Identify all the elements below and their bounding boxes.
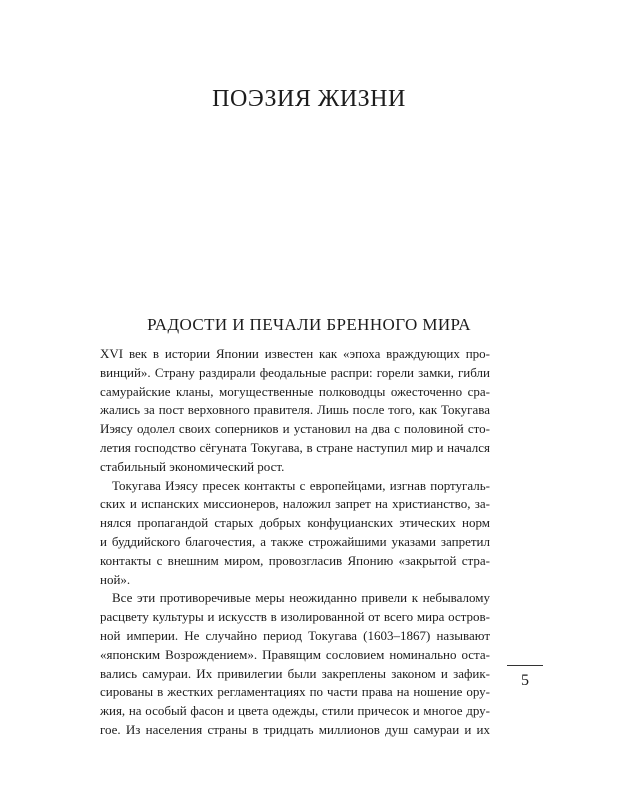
text-line: ских и испанских миссионеров, наложил запрет на христианство, за- — [100, 496, 490, 512]
section-title: РАДОСТИ И ПЕЧАЛИ БРЕННОГО МИРА — [147, 315, 471, 334]
text-line: нялся пропагандой старых добрых конфуцианских этических норм — [100, 515, 490, 531]
text-line: XVI век в истории Японии известен как «эпоха враждующих про- — [100, 346, 490, 361]
text-line: жия, на особый фасон и цвета одежды, стили причесок и многое дру- — [100, 703, 490, 719]
text-line: Токугава Иэясу пресек контакты с европейцами, изгнав португаль- — [112, 477, 490, 493]
text-line: винций». Страну раздирали феодальные распри: горели замки, гибли — [100, 364, 490, 380]
text-line: расцвету культуры и искусств в изолированной от всего мира остров- — [100, 609, 490, 625]
text-line: Иэясу одолел своих соперников и установил на два с половиной сто- — [100, 421, 490, 437]
text-line: вались самураи. Их привилегии были закреплены законом и зафик- — [100, 665, 490, 681]
text-line: ной империи. Не случайно период Токугава (1603–1867) называют — [100, 627, 490, 643]
page-number-rule — [507, 665, 543, 666]
body-text — [100, 345, 490, 740]
page-number: 5 — [521, 672, 529, 689]
text-line: контакты с внешним миром, провозгласив Японию «закрытой стра- — [100, 552, 490, 568]
text-line: Все эти противоречивые меры неожиданно привели к небывалому — [112, 590, 490, 606]
text-line: «японским Возрождением». Правящим сословием номинально оста- — [100, 646, 490, 662]
text-line: стабильный экономический рост. — [100, 458, 285, 474]
text-line: самурайские кланы, могущественные полководцы ожесточенно сра- — [100, 383, 490, 399]
chapter-title: ПОЭЗИЯ ЖИЗНИ — [212, 86, 406, 112]
text-line: ной». — [100, 571, 131, 587]
text-line: летия господство сёгуната Токугава, в стране наступил мир и начался — [100, 439, 490, 455]
text-line: и буддийского благочестия, а также строжайшими указами запретил — [100, 533, 490, 549]
text-line: гое. Из населения страны в тридцать миллионов душ самураи и их — [100, 721, 490, 737]
text-line: жались за пост верховного правителя. Лишь после того, как Токугава — [100, 402, 490, 418]
text-line: сированы в жестких регламентациях по части права на ношение ору- — [100, 684, 490, 700]
